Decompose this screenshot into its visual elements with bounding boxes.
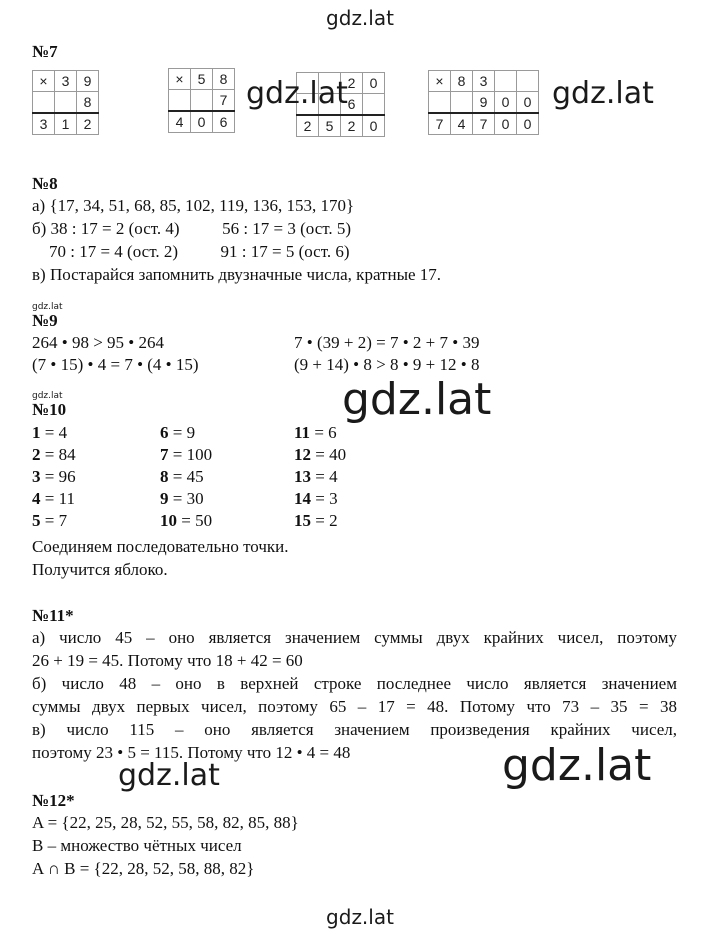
- multiplication-grid-3: 2 0 6 2 5 2 0: [296, 72, 385, 137]
- exercise-9-right-1: 7 • (39 + 2) = 7 • 2 + 7 • 39: [294, 333, 480, 352]
- list-item: 9 = 30: [160, 489, 204, 508]
- list-item: 8 = 45: [160, 467, 204, 486]
- list-item: 5 = 7: [32, 511, 68, 530]
- exercise-8-heading: №8: [32, 174, 58, 193]
- list-item: 14 = 3: [294, 489, 338, 508]
- watermark-large-2: gdz.lat: [502, 740, 652, 791]
- list-item: 13 = 4: [294, 467, 338, 486]
- list-item: 6 = 9: [160, 423, 196, 442]
- exercise-8-line-b2: 70 : 17 = 4 (ост. 2) 91 : 17 = 5 (ост. 6): [32, 242, 350, 261]
- watermark-grid-left: gdz.lat: [246, 76, 348, 111]
- exercise-8-line-a: а) {17, 34, 51, 68, 85, 102, 119, 136, 153, 170}: [32, 196, 355, 215]
- exercise-9-heading: №9: [32, 311, 58, 330]
- exercise-12-line-2: B – множество чётных чисел: [32, 836, 242, 855]
- list-item: 7 = 100: [160, 445, 213, 464]
- exercise-10-column-1: [32, 422, 76, 532]
- exercise-11-line-6: поэтому 23 • 5 = 115. Потому что 12 • 4 = 48: [32, 743, 351, 762]
- list-item: 12 = 40: [294, 445, 347, 464]
- watermark-bottom: gdz.lat: [326, 905, 394, 929]
- exercise-9-right-2: (9 + 14) • 8 > 8 • 9 + 12 • 8: [294, 355, 480, 374]
- list-item: 15 = 2: [294, 511, 338, 530]
- exercise-7-heading: №7: [32, 42, 58, 61]
- multiplication-grid-4: × 8 3 9 0 0 7 4 7 0 0: [428, 70, 539, 135]
- exercise-11-heading: №11*: [32, 606, 74, 625]
- multiplication-grid-2: × 5 8 7 4 0 6: [168, 68, 235, 133]
- watermark-left: gdz.lat: [118, 758, 220, 793]
- exercise-8-line-c: в) Постарайся запомнить двузначные числа, кратные 17.: [32, 265, 442, 284]
- watermark-top: gdz.lat: [326, 6, 394, 30]
- exercise-10-heading: №10: [32, 400, 67, 419]
- watermark-small-2: gdz.lat: [32, 391, 63, 401]
- exercise-12-heading: №12*: [32, 791, 75, 810]
- multiplication-grid-1: × 3 9 8 3 1 2: [32, 70, 99, 135]
- exercise-11-line-5: в) число 115 – оно является значением произведения крайних чисел,: [32, 720, 677, 739]
- watermark-large-1: gdz.lat: [342, 374, 492, 425]
- exercise-11-line-4: суммы двух первых чисел, поэтому 65 – 17 = 48. Потому что 73 – 35 = 38: [32, 697, 677, 716]
- exercise-10-column-3: [294, 422, 346, 532]
- exercise-11-line-1: а) число 45 – оно является значением суммы двух крайних чисел, поэтому: [32, 628, 677, 647]
- exercise-9-left-2: (7 • 15) • 4 = 7 • (4 • 15): [32, 355, 199, 374]
- watermark-small-1: gdz.lat: [32, 302, 63, 312]
- exercise-9-left-1: 264 • 98 > 95 • 264: [32, 333, 164, 352]
- watermark-grid-right: gdz.lat: [552, 76, 654, 111]
- list-item: 2 = 84: [32, 445, 76, 464]
- list-item: 10 = 50: [160, 511, 213, 530]
- list-item: 1 = 4: [32, 423, 68, 442]
- exercise-8-line-b1: б) 38 : 17 = 2 (ост. 4) 56 : 17 = 3 (ост. 5): [32, 219, 352, 238]
- list-item: 3 = 96: [32, 467, 76, 486]
- exercise-10-after-1: Соединяем последовательно точки.: [32, 537, 289, 556]
- exercise-10-column-2: [160, 422, 212, 532]
- exercise-11-line-3: б) число 48 – оно в верхней строке последнее число является значением: [32, 674, 677, 693]
- exercise-12-line-1: A = {22, 25, 28, 52, 55, 58, 82, 85, 88}: [32, 813, 299, 832]
- list-item: 4 = 11: [32, 489, 75, 508]
- exercise-12-line-3: A ∩ B = {22, 28, 52, 58, 88, 82}: [32, 859, 255, 878]
- list-item: 11 = 6: [294, 423, 337, 442]
- exercise-11-line-2: 26 + 19 = 45. Потому что 18 + 42 = 60: [32, 651, 303, 670]
- exercise-10-after-2: Получится яблоко.: [32, 560, 168, 579]
